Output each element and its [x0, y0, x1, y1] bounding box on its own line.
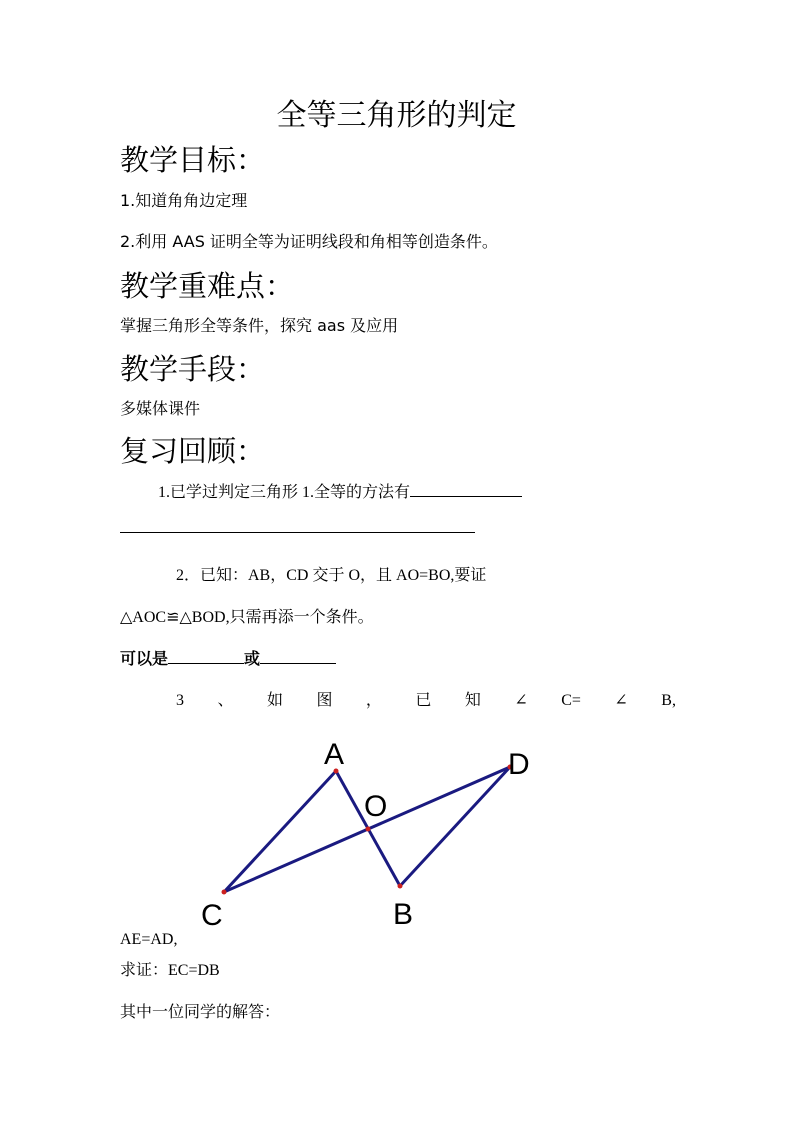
q3-token: 知 [464, 692, 481, 709]
q3-token: 如 [266, 692, 283, 709]
goals-heading: 教学目标： [120, 143, 266, 177]
means-text: 多媒体课件 [120, 399, 201, 418]
answer-or: 或 [244, 651, 261, 668]
question-2-answer [120, 649, 336, 671]
answer-blank-1[interactable] [410, 496, 522, 497]
question-1 [158, 482, 522, 504]
goal-item-1: 1.知道角角边定理 [120, 191, 248, 210]
goal-item-2: 2.利用 AAS 证明全等为证明线段和角相等创造条件。 [120, 232, 498, 251]
question-3-line-4: 其中一位同学的解答： [120, 1004, 281, 1021]
q3-token: ， [365, 692, 382, 709]
question-3-line-2: AE=AD, [120, 931, 178, 948]
question-3-line-1 [176, 690, 676, 712]
question-2-line-2: △AOC≌△BOD,只需再添一个条件。 [120, 609, 374, 626]
label-a: A [324, 738, 345, 771]
answer-blank-2a[interactable] [168, 663, 244, 664]
answer-blank-2b[interactable] [260, 663, 336, 664]
label-b: B [393, 898, 414, 931]
q3-token: 、 [217, 692, 234, 709]
answer-line-1[interactable] [120, 532, 475, 533]
difficulty-heading: 教学重难点： [120, 269, 295, 303]
difficulty-text: 掌握三角形全等条件，探究 aas 及应用 [120, 316, 399, 335]
q3-token: ∠ [514, 692, 528, 709]
point-c [222, 890, 227, 895]
q3-token: 已 [415, 692, 432, 709]
page-title: 全等三角形的判定 [276, 98, 517, 133]
means-heading: 教学手段： [120, 352, 266, 386]
q3-token: 图 [316, 692, 333, 709]
answer-prefix: 可以是 [120, 651, 169, 668]
label-c: C [201, 899, 223, 932]
q3-token: B, [661, 692, 676, 709]
point-b [398, 884, 403, 889]
review-heading: 复习回顾： [120, 434, 266, 468]
question-3-line-3: 求证：EC=DB [120, 962, 220, 979]
question-2-line-1: 2．已知：AB，CD 交于 O，且 AO=BO,要证 [176, 567, 487, 584]
q3-token: C= [561, 692, 581, 709]
question-1-text: 1.已学过判定三角形 1.全等的方法有 [158, 484, 411, 501]
label-d: D [508, 748, 530, 781]
segment-bd [400, 767, 510, 886]
q3-token: ∠ [614, 692, 628, 709]
q3-token: 3 [176, 692, 184, 709]
point-o [366, 827, 371, 832]
segment-ca [224, 771, 336, 892]
label-o: O [364, 790, 388, 823]
geometry-figure [190, 730, 550, 935]
